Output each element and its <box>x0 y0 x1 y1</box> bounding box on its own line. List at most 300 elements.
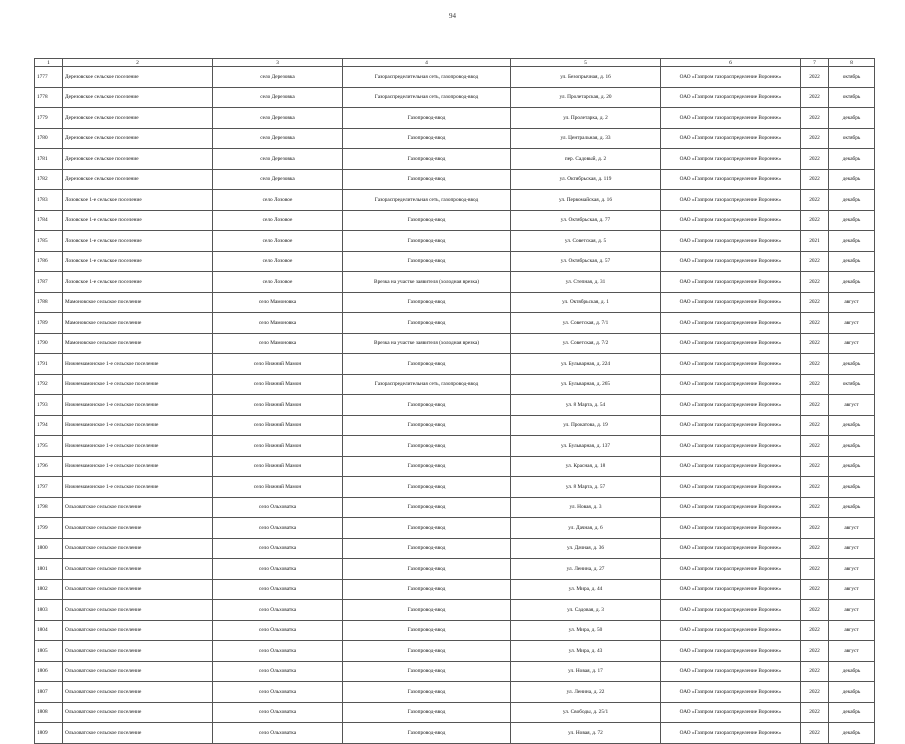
year-cell: 2022 <box>801 456 829 477</box>
year-cell: 2022 <box>801 149 829 170</box>
settlement-cell: Мамоновское сельское поселение <box>63 333 213 354</box>
object-cell: Газопровод-ввод <box>343 579 511 600</box>
table-row <box>35 374 875 395</box>
row-number-cell: 1795 <box>35 436 63 457</box>
organization-cell: ОАО «Газпром газораспределение Воронеж» <box>661 190 801 211</box>
month-cell: август <box>829 518 875 539</box>
address-cell: ул. Красная, д. 18 <box>511 456 661 477</box>
organization-cell: ОАО «Газпром газораспределение Воронеж» <box>661 67 801 88</box>
table-row <box>35 108 875 129</box>
row-number-cell: 1805 <box>35 641 63 662</box>
table-row <box>35 456 875 477</box>
object-cell: Газопровод-ввод <box>343 600 511 621</box>
object-cell: Врезка на участке заявителя (холодная врезка) <box>343 333 511 354</box>
object-cell: Врезка на участке заявителя (холодная врезка) <box>343 272 511 293</box>
object-cell: Газопровод-ввод <box>343 210 511 231</box>
table-body <box>35 59 875 744</box>
locality-cell: село Ольховатка <box>213 518 343 539</box>
object-cell: Газопровод-ввод <box>343 538 511 559</box>
settlement-cell: Нижнемамонское 1-е сельское поселение <box>63 374 213 395</box>
table-row <box>35 128 875 149</box>
locality-cell: село Ольховатка <box>213 682 343 703</box>
month-cell: декабрь <box>829 497 875 518</box>
row-number-cell: 1783 <box>35 190 63 211</box>
row-number-cell: 1800 <box>35 538 63 559</box>
row-number-cell: 1789 <box>35 313 63 334</box>
address-cell: ул. Бульварная, д. 137 <box>511 436 661 457</box>
row-number-cell: 1792 <box>35 374 63 395</box>
organization-cell: ОАО «Газпром газораспределение Воронеж» <box>661 682 801 703</box>
month-cell: декабрь <box>829 682 875 703</box>
month-cell: октябрь <box>829 374 875 395</box>
organization-cell: ОАО «Газпром газораспределение Воронеж» <box>661 395 801 416</box>
month-cell: декабрь <box>829 415 875 436</box>
table-row <box>35 272 875 293</box>
address-cell: ул. Октябрьская, д. 1 <box>511 292 661 313</box>
page-number: 94 <box>449 12 456 20</box>
object-cell: Газопровод-ввод <box>343 149 511 170</box>
year-cell: 2022 <box>801 313 829 334</box>
month-cell: август <box>829 313 875 334</box>
year-cell: 2022 <box>801 374 829 395</box>
settlement-cell: Ольховатское сельское поселение <box>63 518 213 539</box>
month-cell: декабрь <box>829 169 875 190</box>
organization-cell: ОАО «Газпром газораспределение Воронеж» <box>661 169 801 190</box>
settlement-cell: Нижнемамонское 1-е сельское поселение <box>63 436 213 457</box>
organization-cell: ОАО «Газпром газораспределение Воронеж» <box>661 600 801 621</box>
month-cell: декабрь <box>829 723 875 744</box>
object-cell: Газопровод-ввод <box>343 231 511 252</box>
address-cell: пер. Садовый, д. 2 <box>511 149 661 170</box>
settlement-cell: Ольховатское сельское поселение <box>63 497 213 518</box>
table-row <box>35 436 875 457</box>
table-row <box>35 149 875 170</box>
table-row <box>35 87 875 108</box>
row-number-cell: 1787 <box>35 272 63 293</box>
month-cell: август <box>829 600 875 621</box>
locality-cell: село Лозовое <box>213 272 343 293</box>
organization-cell: ОАО «Газпром газораспределение Воронеж» <box>661 641 801 662</box>
settlement-cell: Мамоновское сельское поселение <box>63 313 213 334</box>
locality-cell: село Дерезовка <box>213 169 343 190</box>
row-number-cell: 1806 <box>35 661 63 682</box>
address-cell: ул. Садовая, д. 3 <box>511 600 661 621</box>
locality-cell: село Ольховатка <box>213 661 343 682</box>
object-cell: Газопровод-ввод <box>343 641 511 662</box>
year-cell: 2022 <box>801 251 829 272</box>
object-cell: Газораспределительная сеть, газопровод-ввод <box>343 87 511 108</box>
table-row <box>35 477 875 498</box>
address-cell: ул. Новая, д. 17 <box>511 661 661 682</box>
row-number-cell: 1786 <box>35 251 63 272</box>
table-row <box>35 559 875 580</box>
year-cell: 2022 <box>801 87 829 108</box>
address-cell: ул. Новая, д. 72 <box>511 723 661 744</box>
object-cell: Газопровод-ввод <box>343 169 511 190</box>
row-number-cell: 1790 <box>35 333 63 354</box>
settlement-cell: Ольховатское сельское поселение <box>63 538 213 559</box>
month-cell: август <box>829 333 875 354</box>
month-cell: август <box>829 395 875 416</box>
organization-cell: ОАО «Газпром газораспределение Воронеж» <box>661 559 801 580</box>
locality-cell: село Лозовое <box>213 231 343 252</box>
settlement-cell: Ольховатское сельское поселение <box>63 702 213 723</box>
object-cell: Газопровод-ввод <box>343 682 511 703</box>
organization-cell: ОАО «Газпром газораспределение Воронеж» <box>661 723 801 744</box>
organization-cell: ОАО «Газпром газораспределение Воронеж» <box>661 579 801 600</box>
settlement-cell: Дерезовское сельское поселение <box>63 149 213 170</box>
settlement-cell: Ольховатское сельское поселение <box>63 579 213 600</box>
year-cell: 2022 <box>801 333 829 354</box>
object-cell: Газопровод-ввод <box>343 620 511 641</box>
column-header: 8 <box>829 59 875 67</box>
organization-cell: ОАО «Газпром газораспределение Воронеж» <box>661 702 801 723</box>
locality-cell: село Ольховатка <box>213 600 343 621</box>
table-row <box>35 620 875 641</box>
settlement-cell: Лозовское 1-е сельское поселение <box>63 272 213 293</box>
settlement-cell: Нижнемамонское 1-е сельское поселение <box>63 354 213 375</box>
table-row <box>35 600 875 621</box>
row-number-cell: 1797 <box>35 477 63 498</box>
address-cell: ул. Бульварная, д. 265 <box>511 374 661 395</box>
locality-cell: село Ольховатка <box>213 641 343 662</box>
gasification-table <box>34 58 875 744</box>
row-number-cell: 1799 <box>35 518 63 539</box>
address-cell: ул. Бульварная, д. 224 <box>511 354 661 375</box>
settlement-cell: Нижнемамонское 1-е сельское поселение <box>63 456 213 477</box>
table-row <box>35 210 875 231</box>
month-cell: декабрь <box>829 456 875 477</box>
year-cell: 2022 <box>801 641 829 662</box>
locality-cell: село Дерезовка <box>213 108 343 129</box>
object-cell: Газопровод-ввод <box>343 108 511 129</box>
locality-cell: село Дерезовка <box>213 67 343 88</box>
organization-cell: ОАО «Газпром газораспределение Воронеж» <box>661 292 801 313</box>
locality-cell: село Мамоновка <box>213 292 343 313</box>
table-row <box>35 395 875 416</box>
month-cell: декабрь <box>829 190 875 211</box>
year-cell: 2022 <box>801 477 829 498</box>
table-row <box>35 231 875 252</box>
table-row <box>35 497 875 518</box>
year-cell: 2022 <box>801 272 829 293</box>
locality-cell: село Дерезовка <box>213 149 343 170</box>
year-cell: 2022 <box>801 190 829 211</box>
year-cell: 2022 <box>801 559 829 580</box>
table-row <box>35 579 875 600</box>
year-cell: 2022 <box>801 395 829 416</box>
month-cell: декабрь <box>829 702 875 723</box>
month-cell: август <box>829 538 875 559</box>
address-cell: ул. Советская, д. 5 <box>511 231 661 252</box>
address-cell: ул. Мира, д. 44 <box>511 579 661 600</box>
organization-cell: ОАО «Газпром газораспределение Воронеж» <box>661 620 801 641</box>
year-cell: 2022 <box>801 538 829 559</box>
table-row <box>35 641 875 662</box>
table-row <box>35 169 875 190</box>
month-cell: декабрь <box>829 108 875 129</box>
column-header: 4 <box>343 59 511 67</box>
address-cell: ул. Новая, д. 3 <box>511 497 661 518</box>
locality-cell: село Ольховатка <box>213 559 343 580</box>
object-cell: Газопровод-ввод <box>343 251 511 272</box>
locality-cell: село Ольховатка <box>213 620 343 641</box>
organization-cell: ОАО «Газпром газораспределение Воронеж» <box>661 374 801 395</box>
row-number-cell: 1794 <box>35 415 63 436</box>
column-header: 2 <box>63 59 213 67</box>
month-cell: август <box>829 620 875 641</box>
settlement-cell: Дерезовское сельское поселение <box>63 169 213 190</box>
locality-cell: село Лозовое <box>213 251 343 272</box>
object-cell: Газопровод-ввод <box>343 477 511 498</box>
address-cell: ул. 8 Марта, д. 57 <box>511 477 661 498</box>
locality-cell: село Ольховатка <box>213 538 343 559</box>
month-cell: декабрь <box>829 149 875 170</box>
row-number-cell: 1803 <box>35 600 63 621</box>
row-number-cell: 1807 <box>35 682 63 703</box>
settlement-cell: Ольховатское сельское поселение <box>63 620 213 641</box>
address-cell: ул. 8 Марта, д. 54 <box>511 395 661 416</box>
object-cell: Газопровод-ввод <box>343 518 511 539</box>
year-cell: 2022 <box>801 723 829 744</box>
settlement-cell: Ольховатское сельское поселение <box>63 723 213 744</box>
month-cell: август <box>829 292 875 313</box>
address-cell: ул. Центральная, д. 33 <box>511 128 661 149</box>
settlement-cell: Дерезовское сельское поселение <box>63 87 213 108</box>
locality-cell: село Нижний Мамон <box>213 477 343 498</box>
locality-cell: село Мамоновка <box>213 333 343 354</box>
address-cell: ул. Советская, д. 7/1 <box>511 313 661 334</box>
month-cell: декабрь <box>829 661 875 682</box>
row-number-cell: 1809 <box>35 723 63 744</box>
table-row <box>35 354 875 375</box>
row-number-cell: 1785 <box>35 231 63 252</box>
table-row <box>35 292 875 313</box>
object-cell: Газораспределительная сеть, газопровод-ввод <box>343 374 511 395</box>
year-cell: 2022 <box>801 682 829 703</box>
locality-cell: село Нижний Мамон <box>213 415 343 436</box>
row-number-cell: 1780 <box>35 128 63 149</box>
year-cell: 2022 <box>801 579 829 600</box>
locality-cell: село Нижний Мамон <box>213 354 343 375</box>
object-cell: Газопровод-ввод <box>343 313 511 334</box>
settlement-cell: Нижнемамонское 1-е сельское поселение <box>63 477 213 498</box>
settlement-cell: Ольховатское сельское поселение <box>63 600 213 621</box>
settlement-cell: Дерезовское сельское поселение <box>63 108 213 129</box>
organization-cell: ОАО «Газпром газораспределение Воронеж» <box>661 313 801 334</box>
table-row <box>35 251 875 272</box>
address-cell: ул. Первомайская, д. 16 <box>511 190 661 211</box>
year-cell: 2022 <box>801 67 829 88</box>
organization-cell: ОАО «Газпром газораспределение Воронеж» <box>661 661 801 682</box>
year-cell: 2022 <box>801 128 829 149</box>
column-header: 5 <box>511 59 661 67</box>
organization-cell: ОАО «Газпром газораспределение Воронеж» <box>661 149 801 170</box>
row-number-cell: 1804 <box>35 620 63 641</box>
object-cell: Газопровод-ввод <box>343 395 511 416</box>
row-number-cell: 1779 <box>35 108 63 129</box>
organization-cell: ОАО «Газпром газораспределение Воронеж» <box>661 272 801 293</box>
address-cell: ул. Прокатова, д. 19 <box>511 415 661 436</box>
address-cell: ул. Ленина, д. 22 <box>511 682 661 703</box>
settlement-cell: Лозовское 1-е сельское поселение <box>63 210 213 231</box>
row-number-cell: 1782 <box>35 169 63 190</box>
address-cell: ул. Степная, д. 31 <box>511 272 661 293</box>
organization-cell: ОАО «Газпром газораспределение Воронеж» <box>661 108 801 129</box>
address-cell: ул. Пролетарка, д. 2 <box>511 108 661 129</box>
object-cell: Газопровод-ввод <box>343 559 511 580</box>
settlement-cell: Ольховатское сельское поселение <box>63 559 213 580</box>
year-cell: 2022 <box>801 702 829 723</box>
year-cell: 2022 <box>801 518 829 539</box>
settlement-cell: Ольховатское сельское поселение <box>63 661 213 682</box>
row-number-cell: 1802 <box>35 579 63 600</box>
year-cell: 2022 <box>801 108 829 129</box>
object-cell: Газопровод-ввод <box>343 415 511 436</box>
row-number-cell: 1808 <box>35 702 63 723</box>
year-cell: 2022 <box>801 600 829 621</box>
organization-cell: ОАО «Газпром газораспределение Воронеж» <box>661 456 801 477</box>
table-row <box>35 661 875 682</box>
locality-cell: село Ольховатка <box>213 579 343 600</box>
organization-cell: ОАО «Газпром газораспределение Воронеж» <box>661 497 801 518</box>
table-row <box>35 702 875 723</box>
address-cell: ул. Октябрьская, д. 119 <box>511 169 661 190</box>
locality-cell: село Ольховатка <box>213 497 343 518</box>
object-cell: Газопровод-ввод <box>343 292 511 313</box>
settlement-cell: Мамоновское сельское поселение <box>63 292 213 313</box>
table-row <box>35 313 875 334</box>
organization-cell: ОАО «Газпром газораспределение Воронеж» <box>661 518 801 539</box>
year-cell: 2022 <box>801 436 829 457</box>
year-cell: 2022 <box>801 620 829 641</box>
year-cell: 2022 <box>801 661 829 682</box>
year-cell: 2022 <box>801 210 829 231</box>
row-number-cell: 1791 <box>35 354 63 375</box>
month-cell: декабрь <box>829 354 875 375</box>
settlement-cell: Ольховатское сельское поселение <box>63 682 213 703</box>
address-cell: ул. Октябрьская, д. 77 <box>511 210 661 231</box>
organization-cell: ОАО «Газпром газораспределение Воронеж» <box>661 210 801 231</box>
locality-cell: село Нижний Мамон <box>213 374 343 395</box>
address-cell: ул. Октябрьская, д. 57 <box>511 251 661 272</box>
year-cell: 2021 <box>801 231 829 252</box>
row-number-cell: 1801 <box>35 559 63 580</box>
organization-cell: ОАО «Газпром газораспределение Воронеж» <box>661 436 801 457</box>
organization-cell: ОАО «Газпром газораспределение Воронеж» <box>661 231 801 252</box>
table-row <box>35 67 875 88</box>
locality-cell: село Ольховатка <box>213 723 343 744</box>
row-number-cell: 1778 <box>35 87 63 108</box>
locality-cell: село Дерезовка <box>213 87 343 108</box>
table-row <box>35 190 875 211</box>
column-header: 3 <box>213 59 343 67</box>
year-cell: 2022 <box>801 354 829 375</box>
table-row <box>35 538 875 559</box>
object-cell: Газопровод-ввод <box>343 661 511 682</box>
month-cell: август <box>829 579 875 600</box>
row-number-cell: 1784 <box>35 210 63 231</box>
year-cell: 2022 <box>801 415 829 436</box>
address-cell: ул. Мира, д. 43 <box>511 641 661 662</box>
month-cell: октябрь <box>829 67 875 88</box>
address-cell: ул. Советская, д. 7/2 <box>511 333 661 354</box>
object-cell: Газопровод-ввод <box>343 128 511 149</box>
object-cell: Газопровод-ввод <box>343 354 511 375</box>
object-cell: Газораспределительная сеть, газопровод-ввод <box>343 67 511 88</box>
object-cell: Газопровод-ввод <box>343 723 511 744</box>
object-cell: Газопровод-ввод <box>343 497 511 518</box>
organization-cell: ОАО «Газпром газораспределение Воронеж» <box>661 251 801 272</box>
row-number-cell: 1793 <box>35 395 63 416</box>
column-header: 6 <box>661 59 801 67</box>
locality-cell: село Лозовое <box>213 210 343 231</box>
address-cell: ул. Свободы, д. 25/1 <box>511 702 661 723</box>
month-cell: октябрь <box>829 87 875 108</box>
month-cell: август <box>829 641 875 662</box>
settlement-cell: Лозовское 1-е сельское поселение <box>63 231 213 252</box>
settlement-cell: Лозовское 1-е сельское поселение <box>63 251 213 272</box>
month-cell: декабрь <box>829 210 875 231</box>
year-cell: 2022 <box>801 169 829 190</box>
organization-cell: ОАО «Газпром газораспределение Воронеж» <box>661 128 801 149</box>
locality-cell: село Нижний Мамон <box>213 395 343 416</box>
locality-cell: село Лозовое <box>213 190 343 211</box>
address-cell: ул. Безопрычная, д. 16 <box>511 67 661 88</box>
locality-cell: село Нижний Мамон <box>213 436 343 457</box>
row-number-cell: 1796 <box>35 456 63 477</box>
object-cell: Газопровод-ввод <box>343 436 511 457</box>
table-row <box>35 723 875 744</box>
month-cell: декабрь <box>829 272 875 293</box>
settlement-cell: Дерезовское сельское поселение <box>63 67 213 88</box>
month-cell: декабрь <box>829 436 875 457</box>
row-number-cell: 1781 <box>35 149 63 170</box>
column-header: 1 <box>35 59 63 67</box>
locality-cell: село Ольховатка <box>213 702 343 723</box>
row-number-cell: 1777 <box>35 67 63 88</box>
address-cell: ул. Ленина, д. 27 <box>511 559 661 580</box>
settlement-cell: Нижнемамонское 1-е сельское поселение <box>63 395 213 416</box>
column-header-row <box>35 59 875 67</box>
organization-cell: ОАО «Газпром газораспределение Воронеж» <box>661 87 801 108</box>
column-header: 7 <box>801 59 829 67</box>
table-row <box>35 415 875 436</box>
settlement-cell: Ольховатское сельское поселение <box>63 641 213 662</box>
month-cell: декабрь <box>829 231 875 252</box>
settlement-cell: Дерезовское сельское поселение <box>63 128 213 149</box>
table-row <box>35 682 875 703</box>
table-row <box>35 518 875 539</box>
settlement-cell: Нижнемамонское 1-е сельское поселение <box>63 415 213 436</box>
year-cell: 2022 <box>801 497 829 518</box>
object-cell: Газопровод-ввод <box>343 702 511 723</box>
month-cell: декабрь <box>829 477 875 498</box>
organization-cell: ОАО «Газпром газораспределение Воронеж» <box>661 538 801 559</box>
object-cell: Газопровод-ввод <box>343 456 511 477</box>
organization-cell: ОАО «Газпром газораспределение Воронеж» <box>661 477 801 498</box>
table-row <box>35 333 875 354</box>
locality-cell: село Дерезовка <box>213 128 343 149</box>
address-cell: ул. Пролетарская, д. 20 <box>511 87 661 108</box>
organization-cell: ОАО «Газпром газораспределение Воронеж» <box>661 354 801 375</box>
object-cell: Газораспределительная сеть, газопровод-ввод <box>343 190 511 211</box>
locality-cell: село Мамоновка <box>213 313 343 334</box>
address-cell: ул. Мира, д. 50 <box>511 620 661 641</box>
organization-cell: ОАО «Газпром газораспределение Воронеж» <box>661 333 801 354</box>
month-cell: август <box>829 559 875 580</box>
year-cell: 2022 <box>801 292 829 313</box>
